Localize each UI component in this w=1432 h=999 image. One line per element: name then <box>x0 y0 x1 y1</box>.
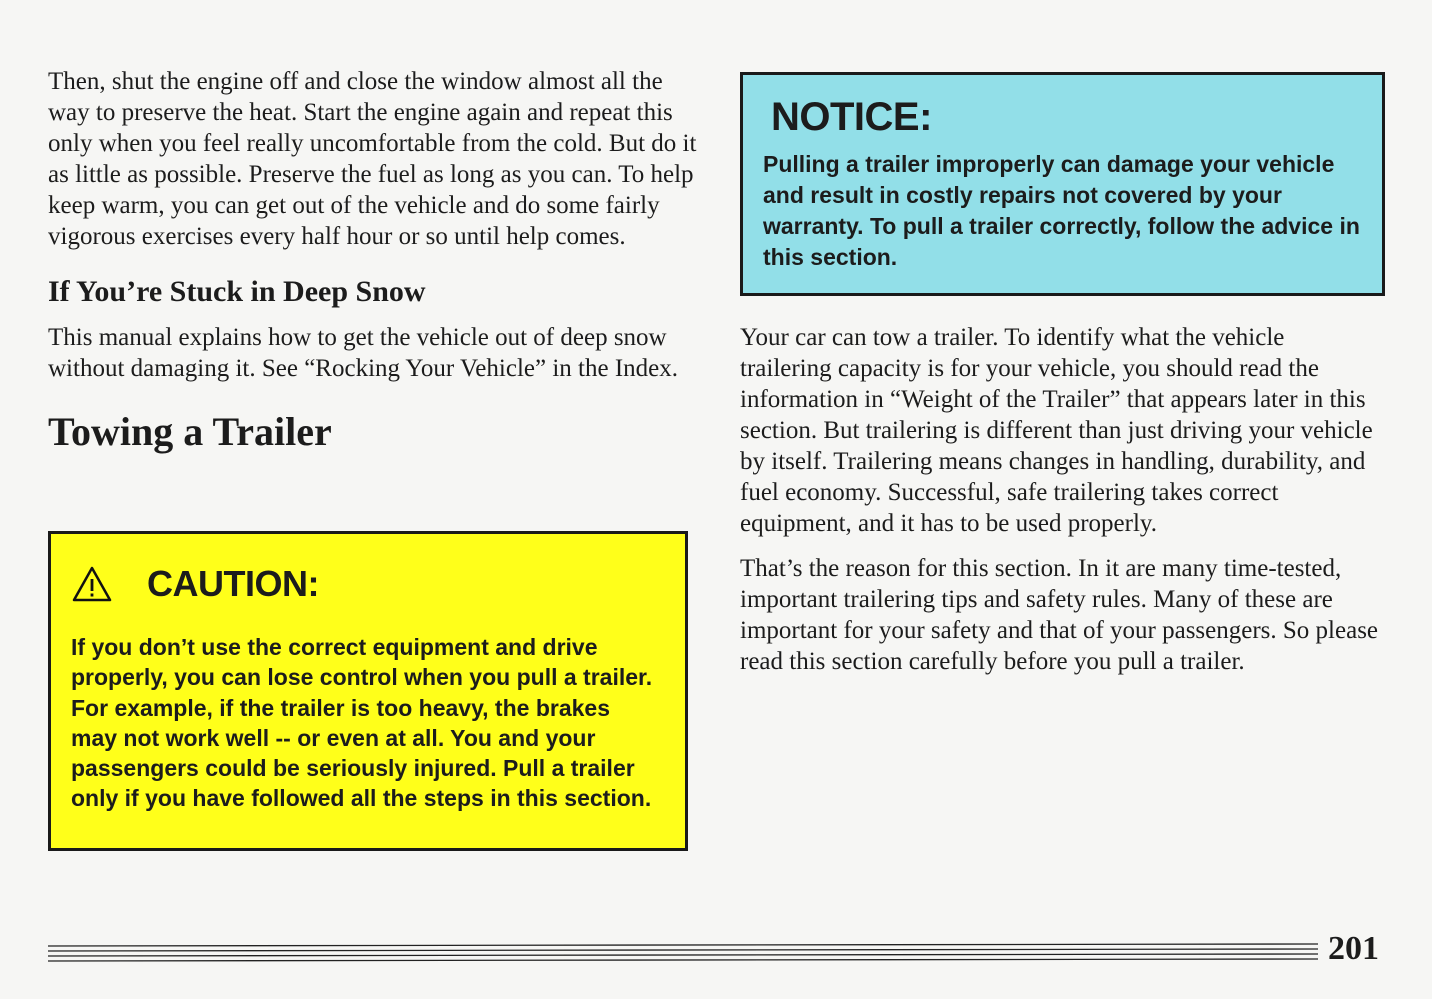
left-column <box>48 66 698 456</box>
intro-paragraph: Then, shut the engine off and close the window almost all the way to preserve the heat. Start the engine again and repeat this only when you feel really uncomfortable from the cold. But do it as little as possible. Preserve the fuel as long as you can. To help keep warm, you can get out of the vehicle and do some fairly vigorous exercises every half hour or so until help comes. <box>48 68 697 250</box>
caution-box <box>48 531 688 851</box>
page-number: 201 <box>1328 930 1379 967</box>
trailer-reason-paragraph: That’s the reason for this section. In it are many time-tested, important trailering tips and safety rules. Many of these are important for your safety and that of your passengers. So please read this section carefully before you pull a trailer. <box>740 555 1379 675</box>
notice-text: Pulling a trailer improperly can damage your vehicle and result in costly repairs not covered by your warranty. To pull a trailer correctly, follow the advice in this section. <box>763 151 1360 270</box>
notice-title: NOTICE: <box>771 95 932 139</box>
notice-box <box>740 72 1385 296</box>
caution-header <box>71 560 655 608</box>
deep-snow-heading: If You’re Stuck in Deep Snow <box>48 275 426 308</box>
footer-rule <box>48 938 1318 968</box>
trailer-capacity-paragraph: Your car can tow a trailer. To identify what the vehicle trailering capacity is for your vehicle, you should read the information in “Weight of the Trailer” that appears later in this section. But trailering is different than just driving your vehicle by itself. Trailering means changes in handling, durability, and fuel economy. Successful, safe trailering takes correct equipment, and it has to be used properly. <box>740 324 1373 537</box>
caution-text: If you don’t use the correct equipment and drive properly, you can lose control when you pull a trailer. For example, if the trailer is too heavy, the brakes may not work well -- or even at all. You and your passengers could be seriously injured. Pull a trailer only if you have followed all the steps in this section. <box>71 634 653 812</box>
section-heading: Towing a Trailer <box>48 409 332 454</box>
right-column <box>740 322 1380 677</box>
caution-title: CAUTION: <box>147 563 319 604</box>
deep-snow-paragraph: This manual explains how to get the vehicle out of deep snow without damaging it. See “Rocking Your Vehicle” in the Index. <box>48 324 678 382</box>
warning-triangle-icon <box>71 565 113 603</box>
